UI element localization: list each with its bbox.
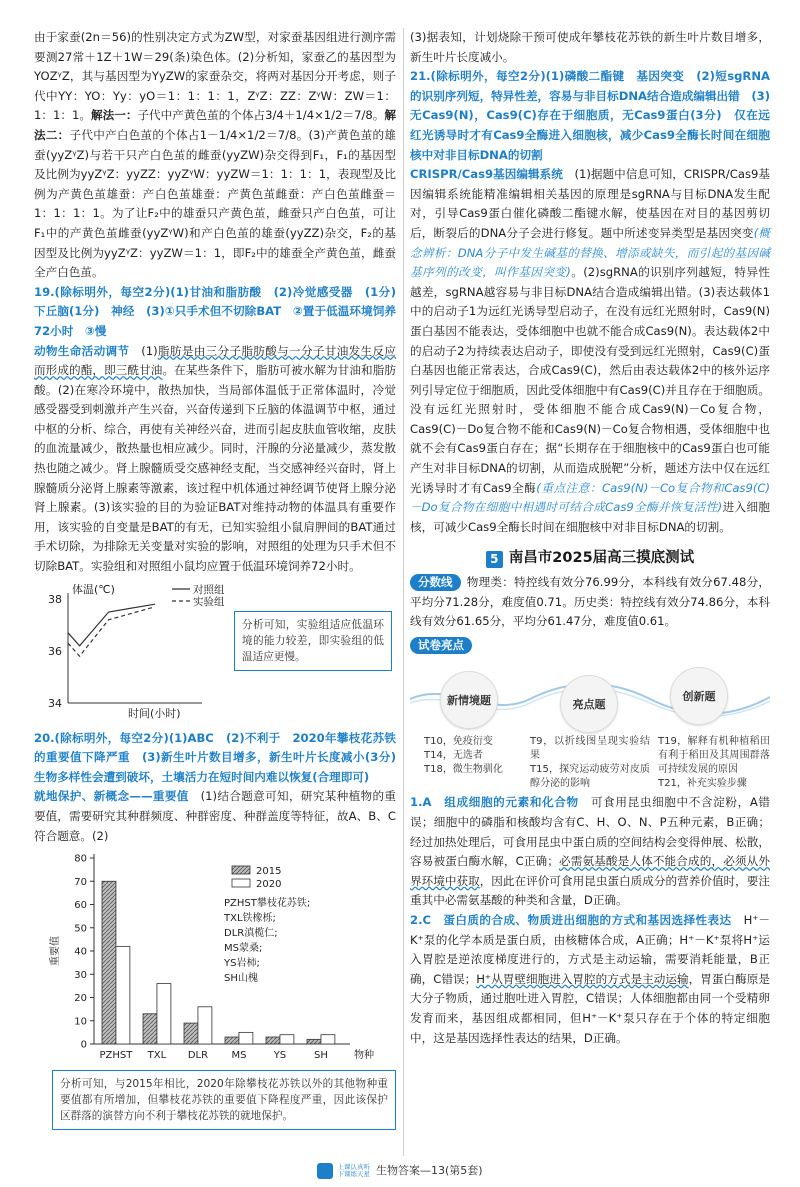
bar-TXL-2015 <box>143 1014 157 1044</box>
legend-label-1: 对照组 <box>193 583 225 596</box>
slogan-line-2: 下课练天星 <box>337 1170 370 1178</box>
q19-keyword: 动物生命活动调节 <box>34 343 130 358</box>
bar-PZHST-2015 <box>102 881 116 1044</box>
answer-1-highlight: 必需氨基酸是人体不能合成的，必须从外界环境中获取 <box>410 854 770 888</box>
q19-highlight: 脂肪是由三分子脂肪酸与一分子甘油发生反应而形成的酯，即三酰甘油 <box>34 343 396 378</box>
list3-item-2: T21，补充实验步骤 <box>658 778 747 790</box>
q19-body-a: (1) <box>129 343 158 358</box>
bar-YS-2015 <box>266 1037 280 1044</box>
q20-answer-head: 20.(除标明外，每空2分)(1)ABC (2)不利于 2020年攀枝花苏铁的重要值下降严重 (3)新生叶片数目增多，新生叶片长度减小(3分) 生物多样性会遭到破坏，土壤活力在短时间内难以恢复(合理即可) <box>34 730 408 784</box>
bar-DLR-2020 <box>198 1007 212 1044</box>
y-tick-label: 10 <box>74 1016 87 1028</box>
q21-body-c: 进入细胞核，可减少Cas9全酶长时间在细胞核中对非目标DNA的切割。 <box>410 500 770 534</box>
x-axis-label: 时间(小时) <box>128 706 181 720</box>
y-tick-label: 30 <box>74 969 87 981</box>
right-paragraph-1: (3)据表知，计划烧除干预可使成年攀枝花苏铁的新生叶片数目增多，新生叶片长度减小。 <box>410 30 770 64</box>
section-title <box>410 549 770 569</box>
right-column <box>410 28 770 1048</box>
q21-key-note: (重点注意：Cas9(N)－Co复合物和Cas9(C)－Do复合物在细胞中相遇时可结合成Cas9全酶并恢复活性) <box>410 480 770 515</box>
score-line <box>410 573 770 632</box>
x-tick-label: PZHST <box>99 1050 133 1062</box>
y-tick-label: 80 <box>74 853 87 865</box>
answer-1-body: 可食用昆虫细胞中不含淀粉，A错误；细胞中的磷脂和核酸均含有C、H、O、N、P五种元素，B正确；经过加热处理后，可食用昆虫中蛋白质的空间结构会变得伸展、松散，容易被蛋白酶水解，C正确； <box>410 795 770 869</box>
score-pill: 分数线 <box>410 574 461 591</box>
x-tick-label: DLR <box>187 1050 209 1062</box>
left-column <box>34 28 408 1123</box>
x-tick-label: TXL <box>147 1050 167 1062</box>
x-tick-label: SH <box>314 1050 328 1062</box>
slogan-line-1: 上课认真听 <box>337 1163 370 1171</box>
y-tick-label: 0 <box>80 1039 87 1051</box>
bar-MS-2020 <box>239 1033 253 1045</box>
y-tick-label: 36 <box>48 644 62 658</box>
solution1-text: 子代中产黄色茧的个体占3/4＋1/4×1/2＝7/8。 <box>137 108 385 123</box>
y-tick-label: 60 <box>74 900 87 912</box>
legend-label-2020: 2020 <box>256 879 282 891</box>
bar-YS-2020 <box>280 1035 294 1044</box>
list-highlight <box>530 735 650 791</box>
circle-new-scenario: 新情境题 <box>440 671 498 729</box>
temperature-chart-note: 分析可知，实验组适应低温环境的能力较差，即实验组的低温适应更慢。 <box>234 611 392 671</box>
legend-swatch-2015 <box>232 866 250 874</box>
footer-text: 生物答案—13(第5套) <box>375 1164 483 1177</box>
q20-explanation <box>34 787 396 846</box>
section-title-text: 南昌市2025届高三摸底测试 <box>508 550 695 567</box>
y-axis-label: 重要值 <box>50 936 61 967</box>
bar-chart-note: 分析可知，与2015年相比，2020年除攀枝花苏铁以外的其他物种重要值都有所增加，但攀枝花苏铁的重要值下降程度严重，因此该保护区群落的演替方向不利于攀枝花苏铁的就地保护。 <box>52 1070 396 1130</box>
section-number: 5 <box>486 551 503 568</box>
q19-answer-head: 19.(除标明外，每空2分)(1)甘油和脂肪酸 (2)冷觉感受器 (1分) 下丘脑(1分) 神经 (3)①只手术但不切除BAT ②置于低温环境饲养72小时 ③慢 <box>34 284 408 338</box>
left-paragraph-1 <box>34 28 396 283</box>
list3-item-1: T19，解释有机种植稻田有利于稻田及其周围群落可持续发展的原因 <box>658 736 770 776</box>
species-legend-item: PZHST攀枝花苏铁; <box>224 898 311 910</box>
bar-DLR-2015 <box>184 1023 198 1044</box>
answer-1-head: 1.A 组成细胞的元素和化合物 <box>410 795 579 810</box>
y-tick-label: 50 <box>74 923 87 935</box>
list1-item-2: T14，无选者 <box>424 750 483 762</box>
list2-item-1: T9，以折线图呈现实验结果 <box>530 736 650 762</box>
y-tick-label: 70 <box>74 876 87 888</box>
bar-MS-2015 <box>225 1037 239 1044</box>
answer-2-body: H⁺－K⁺泵的化学本质是蛋白质，由核糖体合成，A正确；H⁺－K⁺泵将H⁺运入胃腔是逆浓度梯度进行的，方式是主动运输，需要消耗能量，B正确，C错误； <box>410 912 771 986</box>
y-tick-label: 40 <box>74 946 87 958</box>
q21-body-b: 。(2)sgRNA的识别序列越短，特异性越差，sgRNA越容易与非目标DNA结合造成编辑出错。(3)表达载体1中的启动子1为远红光诱导型启动子，在没有远红光照射时，Cas9(N)蛋白基因不能表达，受体细胞中也就不能合成Cas9(N)。表达载体2中的启动子2为持续表达启动子，即使没有受到远红光照射，Cas9(C)蛋白基因也能正常表达，合成Cas9(C)，然后由表达载体2中的核外运序列引导定位于细胞质，因此受体细胞中有Cas9(C)并且存在于细胞质。没有远红光照射时，受体细胞不能合成Cas9(N)－Co复合物，Cas9(C)－Do复合物不能和Cas9(N)－Co复合物相遇，受体细胞中也就不会有Cas9蛋白存在；据“长期存在于细胞核中的Cas9蛋白也可能产生对非目标DNA的切割，从而造成脱靶”分析，题述方法中仅在远红光诱导时才有Cas9全酶 <box>410 265 771 495</box>
y-tick-label: 38 <box>48 592 62 606</box>
list2-item-2: T15，探究运动疲劳对皮质醇分泌的影响 <box>530 764 650 790</box>
answer-1-body-2: ，因此在评价可食用昆虫蛋白质成分的营养价值时，要注重其中必需氨基酸的种类和含量，D正确。 <box>410 873 770 908</box>
solution1-label: 解法一： <box>91 108 138 123</box>
brand-logo-icon <box>317 1163 333 1179</box>
species-legend-item: SH山槐 <box>224 973 258 985</box>
answer-1 <box>410 793 770 911</box>
importance-bar-chart-svg <box>34 848 396 1074</box>
list1-item-3: T18，微生物驯化 <box>424 764 503 776</box>
q19-explanation <box>34 342 396 577</box>
highlights-header <box>410 636 770 656</box>
solution2-text: 子代中产白色茧的个体占1－1/4×1/2＝7/8。(3)产黄色茧的雄蚕(yyZᵞZ)与若干只产白色茧的雌蚕(yyZW)杂交得到F₁，F₁的基因型及比例为yyZᵞZ：yyZZ：yyZᵞW：yyZW＝1：1：1：1，表现型及比例为产黄色茧雄蚕：产白色茧雄蚕：产黄色茧雌蚕：产白色茧雌蚕＝1：1：1：1。为了让F₂中的雄蚕只产黄色茧，雌蚕只产白色茧，可让F₁中的产黄色茧雌蚕(yyZᵞW)和产白色茧的雄蚕(yyZZ)杂交，F₂的基因型及比例为yyZᵞZ：yyZW＝1：1，即F₂中的雄蚕全产黄色茧，雌蚕全产白色茧。 <box>34 127 396 280</box>
highlights-diagram <box>410 661 770 793</box>
answer-2-head: 2.C 蛋白质的合成、物质进出细胞的方式和基因选择性表达 <box>410 912 732 927</box>
highlights-pill: 试卷亮点 <box>410 637 472 654</box>
species-legend-item: DLR滇榄仁; <box>224 928 278 940</box>
temperature-chart <box>34 579 396 729</box>
x-axis-label: 物种 <box>354 1050 374 1062</box>
bar-TXL-2020 <box>157 984 171 1044</box>
answer-2-body-2: ，胃蛋白酶原是大分子物质，通过胞吐进入胃腔，C错误；人体细胞都由同一个受精卵发育而来，基因组成都相同，但H⁺－K⁺泵只存在于个体的特定细胞中，这是基因选择性表达的结果，D正确。 <box>410 971 770 1045</box>
brand-slogan <box>337 1164 370 1178</box>
answer-2 <box>410 911 770 1048</box>
q20-keyword: 就地保护、新概念——重要值 <box>34 789 189 804</box>
q21-explanation <box>410 165 770 537</box>
series-line-2 <box>68 606 155 655</box>
species-legend-item: MS蒙桑; <box>224 943 263 955</box>
q21-concept-note: (概念辨析：DNA分子中发生碱基的替换、增添或缺失，而引起的基因碱基序列的改变，叫作基因突变) <box>410 225 770 280</box>
q21-keyword: CRISPR/Cas9基因编辑系统 <box>410 167 563 182</box>
bar-PZHST-2020 <box>116 947 130 1045</box>
y-axis-label: 体温(℃) <box>72 582 115 596</box>
list1-item-1: T10，免疫衍变 <box>424 736 493 748</box>
x-tick-label: MS <box>231 1050 247 1062</box>
q21-body-a: (1)据题中信息可知，CRISPR/Cas9基因编辑系统能精准编辑相关基因的原理是sgRNA与目标DNA发生配对，引导Cas9蛋白催化磷酸二酯键水解，使基因在对目的基因剪切后，断裂后的DNA分子会进行修复。题中所述变异类型是基因突变 <box>410 167 770 240</box>
answer-2-highlight: H⁺从胃壁细胞进入胃腔的方式是主动运输 <box>476 971 689 986</box>
y-tick-label: 20 <box>74 993 87 1005</box>
list-new-scenario <box>424 735 524 777</box>
q19-body-b: 。在某些条件下，脂肪可被水解为甘油和脂肪酸。(2)在寒冷环境中，散热加快，当局部体温低于正常体温时，冷觉感受器受到刺激并产生兴奋，兴奋传递到下丘脑的体温调节中枢，通过中枢的分析、综合，再使有关神经兴奋，进而引起皮肤血管收缩，皮肤的血流量减少，散热量也相应减少。同时，汗腺的分泌量减少，蒸发散热也随之减少。肾上腺髓质受交感神经支配，当交感神经兴奋时，肾上腺髓质分泌肾上腺素等激素，该过程中机体通过神经调节使肾上腺分泌肾上腺素。(3)该实验的目的为验证BAT对维持动物的体温具有重要作用，该实验的自变量是BAT的有无，已知实验组小鼠肩胛间的BAT通过手术切除，为排除无关变量对实验的影响，对照组的处理为只手术但不切除BAT。实验组和对照组小鼠均应置于低温环境饲养72小时。 <box>34 363 396 574</box>
solution2-label: 解法二： <box>34 108 396 142</box>
left-p1-text: 由于家蚕(2n＝56)的性别决定方式为ZW型，对家蚕基因组进行测序需要测27常＋1Z＋1W＝29(条)染色体。(2)分析知，家蚕乙的基因型为YOZᵞZ，其与基因型为YyZW的家蚕杂交，将两对基因分开考虑，则子代中YY：YO：Yy：yO＝1：1：1：1，ZᵞZ：ZZ：ZᵞW：ZW＝1：1：1：1。 <box>34 30 396 123</box>
legend-swatch-2020 <box>232 879 250 887</box>
y-tick-label: 34 <box>48 696 62 710</box>
column-divider <box>403 28 404 1156</box>
species-legend-item: YS岩柿; <box>224 958 260 970</box>
species-legend-item: TXL铁橡栎; <box>224 913 276 925</box>
list-innovation <box>658 735 770 791</box>
circle-innovation: 创新题 <box>670 667 728 725</box>
score-text: 物理类：特控线有效分76.99分，本科线有效分67.48分，平均分71.28分，难度值0.71。历史类：特控线有效分74.86分，本科线有效分61.65分，平均分61.47分，难度值0.61。 <box>410 575 770 629</box>
legend-label-2015: 2015 <box>256 866 282 878</box>
bar-SH-2015 <box>307 1040 321 1045</box>
legend-label-2: 实验组 <box>193 595 225 608</box>
q20-body: (1)结合题意可知，研究某种植物的重要值，需要研究其种群频度、种群密度、种群盖度等特征，故A、B、C符合题意。(2) <box>34 789 396 843</box>
circle-highlight: 亮点题 <box>560 675 618 733</box>
bar-SH-2020 <box>321 1035 335 1044</box>
importance-bar-chart <box>34 848 396 1123</box>
x-tick-label: YS <box>273 1050 287 1062</box>
q21-answer-head: 21.(除标明外，每空2分)(1)磷酸二酯键 基因突变 (2)短sgRNA的识别序列短，特异性差，容易与非目标DNA结合造成编辑出错 (3)无Cas9(N)，Cas9(C)存在于细胞质，无Cas9蛋白(3分) 仅在远红光诱导时才有Cas9全酶进入细胞核，减少Cas9全酶长时间在细胞核中对非目标DNA的切割 <box>410 69 770 162</box>
page-footer <box>0 1162 800 1179</box>
